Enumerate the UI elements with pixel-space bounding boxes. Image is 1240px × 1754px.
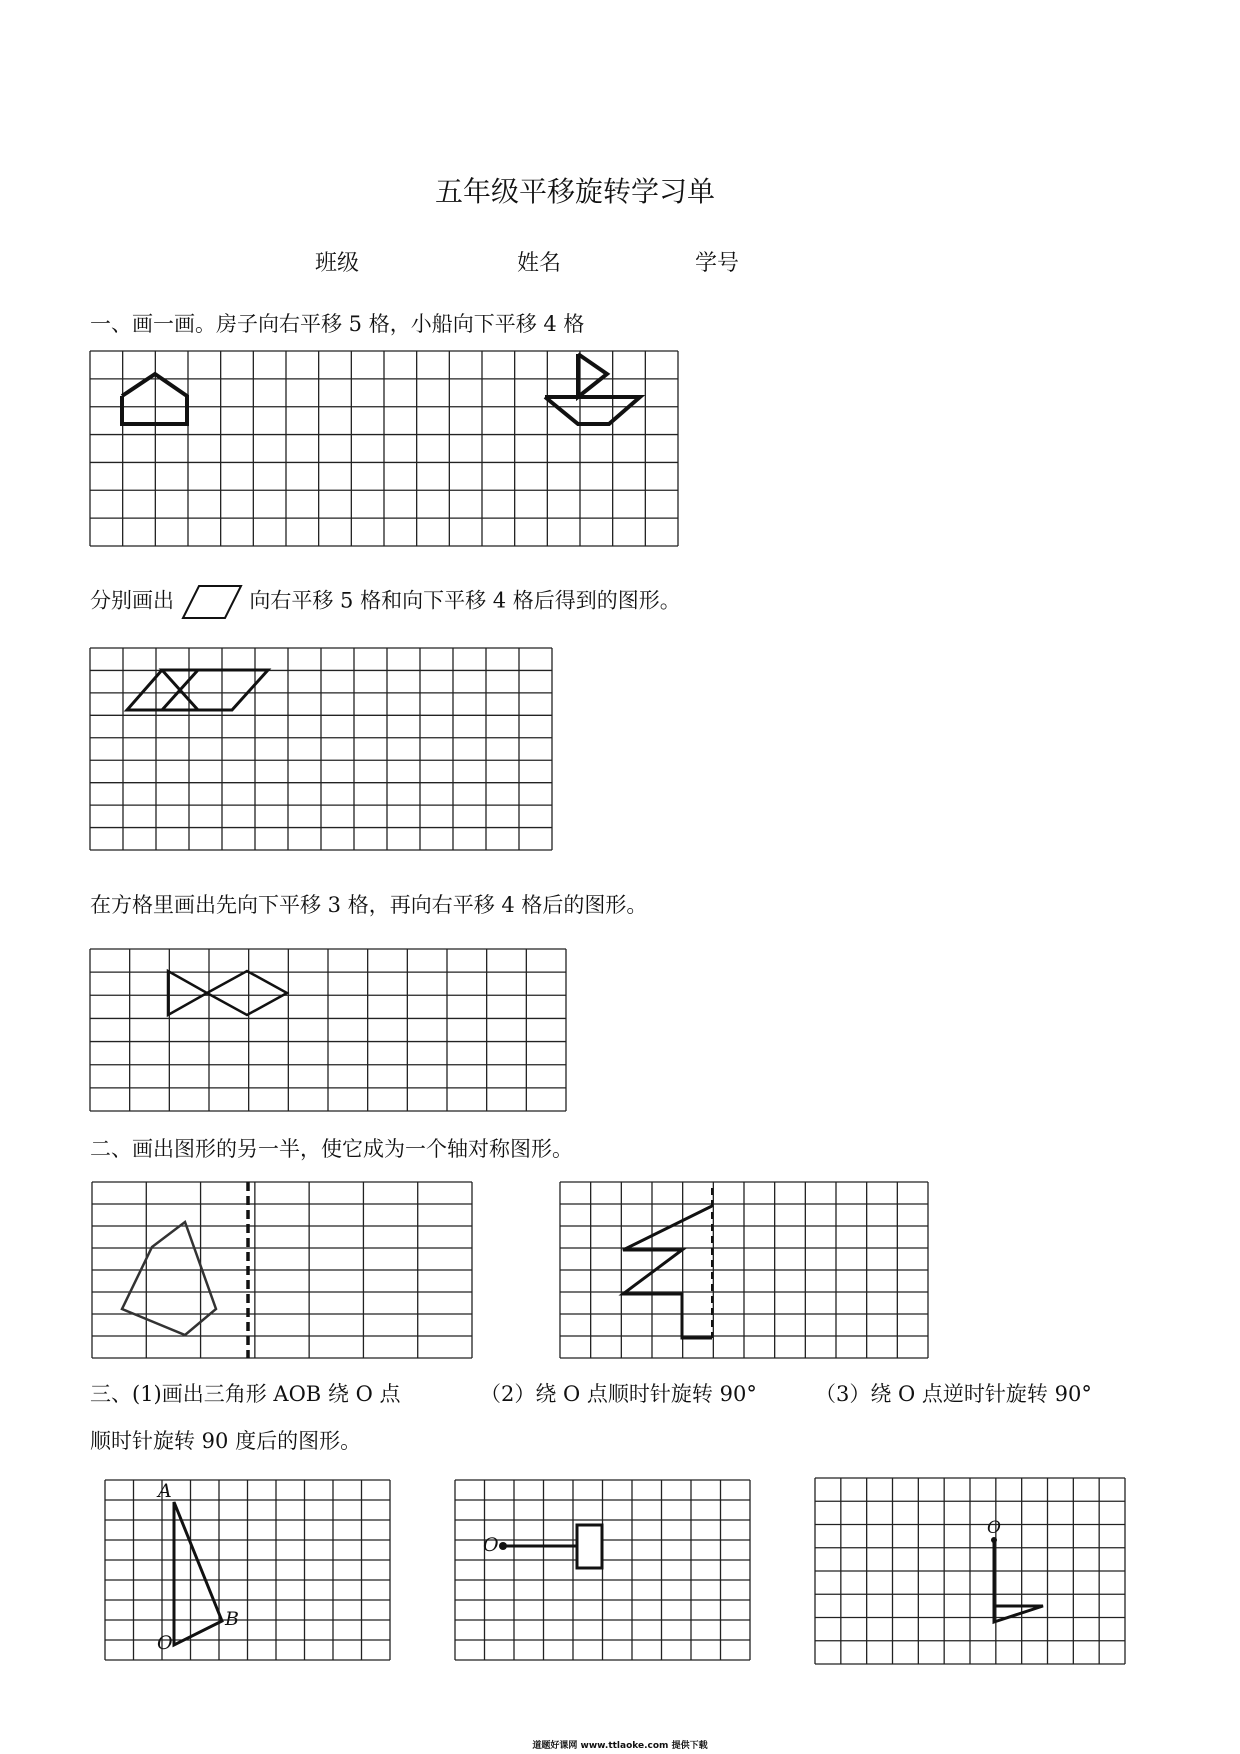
label-o-2: O — [483, 1534, 499, 1556]
stick-rectangle — [577, 1525, 602, 1568]
translation-grid-3 — [90, 949, 566, 1111]
page-title: 五年级平移旋转学习单 — [434, 175, 715, 208]
triangle-aob — [174, 1502, 222, 1645]
section-2-instruction: 二、画出图形的另一半，使它成为一个轴对称图形。 — [90, 1137, 573, 1161]
symmetry-grid-left — [92, 1182, 472, 1358]
half-shape-left — [122, 1222, 216, 1335]
symmetry-grid-right — [560, 1182, 928, 1358]
label-a: A — [158, 1480, 172, 1502]
label-o-3: O — [987, 1518, 1001, 1538]
rotation-grid-1 — [105, 1480, 390, 1660]
label-o-1: O — [157, 1632, 173, 1654]
bowtie-rhombus — [207, 971, 287, 1015]
number-field-label: 学号 — [695, 251, 740, 276]
translation-grid-2 — [90, 648, 552, 850]
parallelogram-left — [127, 670, 198, 710]
section-3-q1-line1: 三、(1)画出三角形 AOB 绕 O 点 — [90, 1382, 401, 1406]
rotation-grid-2 — [455, 1480, 750, 1660]
boat-sail — [578, 354, 607, 397]
rotation-grid-3 — [815, 1478, 1125, 1664]
instruction-part-1: 分别画出 — [90, 588, 174, 613]
page-footer: 道题好课网 www.ttlaoke.com 提供下载 — [532, 1741, 708, 1751]
triangle-3 — [994, 1606, 1043, 1622]
parallelogram-bar — [162, 670, 268, 710]
boat-hull — [545, 397, 640, 424]
class-field-label: 班级 — [315, 251, 360, 276]
bowtie-triangle — [168, 971, 207, 1015]
house-shape — [122, 374, 187, 424]
translation-grid-1 — [90, 351, 678, 546]
section-3-q2: （2）绕 O 点顺时针旋转 90° — [480, 1382, 757, 1406]
section-3-q3: （3）绕 O 点逆时针旋转 90° — [815, 1382, 1092, 1406]
label-b: B — [225, 1608, 239, 1630]
section-3-q1-line2: 顺时针旋转 90 度后的图形。 — [90, 1429, 362, 1453]
name-field-label: 姓名 — [517, 251, 562, 276]
instruction-part-2: 向右平移 5 格和向下平移 4 格后得到的图形。 — [249, 588, 681, 613]
section-1-translate-instruction: 在方格里画出先向下平移 3 格，再向右平移 4 格后的图形。 — [90, 893, 648, 917]
section-1-instruction: 一、画一画。房子向右平移 5 格，小船向下平移 4 格 — [90, 312, 585, 336]
